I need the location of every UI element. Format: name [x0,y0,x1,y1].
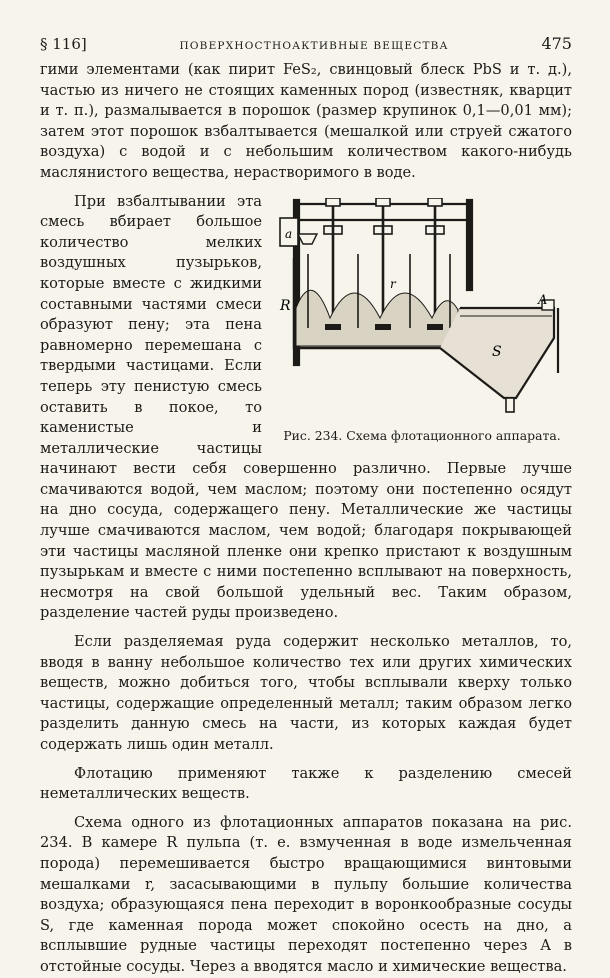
page-number: 475 [541,34,572,53]
section-ref: § 116] [40,35,87,53]
label-a: a [285,226,293,241]
paragraph-5: Схема одного из флотационных аппаратов показана на рис. 234. В камере R пульпа (т. е. взмученная в воде измельченная порода) перемешивается быстро вращающимися винтовыми мешалками r, засасывающими в пульпу большие количества воздуха; образующаяся пена переходит в воронкообразные сосуды S, где каменная порода может спокойно осесть на дно, а всплывшие рудные частицы переходят постепенно через A в отстойные сосуды. Через a вводятся масло и химические вещества. [40,813,572,975]
label-S: S [492,343,502,360]
running-header [40,34,572,60]
label-R: R [280,297,291,314]
paragraph-3: Если разделяемая руда содержит несколько металлов, то, вводя в ванну небольшое количество тех или других химических веществ, можно добиться того, чтобы всплывали кверху только частицы, содержащие определенный металл; таким образом легко разделить данную смесь на части, из которых каждая будет содержать лишь один металл. [40,633,572,753]
paragraph-4: Флотацию применяют также к разделению смесей неметаллических веществ. [40,764,572,803]
flotation-apparatus-diagram [272,198,572,424]
paragraph-1: гими элементами (как пирит FeS₂, свинцовый блеск PbS и т. д.), частью из ничего не стоящих каменных пород (известняк, кварцит и т. п.), размалывается в порошок (размер крупинок 0,1—0,01 мм); затем этот порошок взбалтывается (мешалкой или струей сжатого воздуха) с водой и с небольшим количеством какого-нибудь маслянистого вещества, нерастворимого в воде. [40,61,572,181]
figure-234 [272,198,572,444]
label-A: A [538,292,548,308]
label-r: r [390,276,396,291]
running-title: ПОВЕРХНОСТНОАКТИВНЫЕ ВЕЩЕСТВА [179,40,449,52]
figure-caption: Рис. 234. Схема флотационного аппарата. [283,427,561,443]
book-page [40,34,572,978]
paragraph-2: При взбалтывании эта смесь вбирает большое количество мелких воздушных пузырьков, которые вместе с жидкими составными частями смеси образуют пену; эта пена равномерно перемешана с твердыми частицами. Если теперь эту пенистую смесь оставить в покое, то каменистые и металлические частицы начинают вести себя совершенно различно. Первые лучше смачиваются водой, чем маслом; поэтому они постепенно осядут на дно сосуда, содержащего пену. Металлические же частицы лучше смачиваются маслом, чем водой; благодаря покрывающей эти частицы масляной пленке они крепко пристают к воздушным пузырькам и вместе с ними постепенно всплывают на поверхность, несмотря на свой большой удельный вес. Таким образом, разделение частей руды произведено. [40,192,572,622]
